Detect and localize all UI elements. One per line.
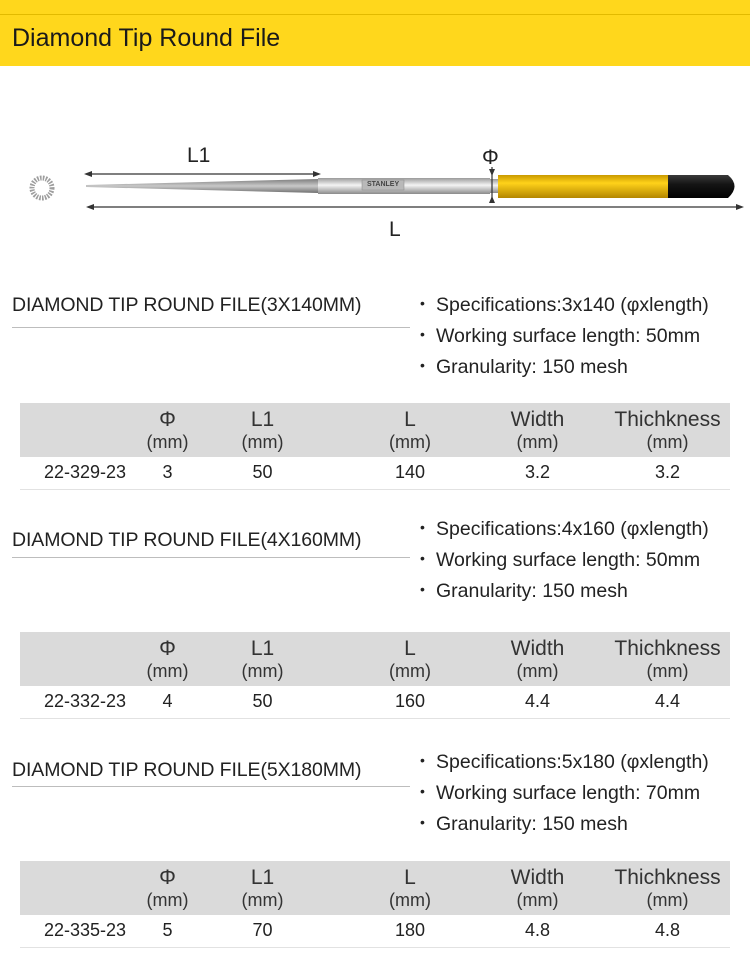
table-header: Φ (mm) L1 (mm) L (mm) Width (mm) Thichkness (mm): [20, 632, 730, 686]
cell-l: 160: [394, 691, 426, 711]
title-banner: [0, 0, 750, 66]
cell-width: 3.2: [524, 462, 551, 482]
section-divider: [12, 327, 410, 328]
spec-item: • Working surface length: 70mm: [420, 782, 701, 804]
l1-label: L1: [187, 144, 211, 167]
file-handle: [498, 175, 668, 198]
file-illustration: [0, 66, 750, 260]
cell-width: 4.4: [524, 691, 551, 711]
table-row: [20, 915, 730, 948]
phi-label: Φ: [482, 146, 499, 169]
cell-phi: 5: [162, 920, 173, 940]
cell-thickness: 3.2: [654, 462, 681, 482]
spec-item: • Specifications:3x140 (φxlength): [420, 294, 709, 316]
product-diagram: [0, 66, 750, 260]
table-row: [20, 457, 730, 490]
spec-item: • Working surface length: 50mm: [420, 325, 701, 347]
table-header: Φ (mm) L1 (mm) L (mm) Width (mm) Thichkness (mm): [20, 861, 730, 915]
spec-item: • Granularity: 150 mesh: [420, 813, 628, 835]
diamond-tip: [86, 179, 318, 193]
page-title: Diamond Tip Round File: [12, 24, 281, 52]
table-header: Φ (mm) L1 (mm) L (mm) Width (mm) Thichkness (mm): [20, 403, 730, 457]
cell-l1: 50: [252, 462, 273, 482]
handle-cap: [668, 175, 735, 198]
cell-thickness: 4.8: [654, 920, 681, 940]
cell-phi: 3: [162, 462, 173, 482]
cell-phi: 4: [162, 691, 173, 711]
cell-code: 22-335-23: [43, 920, 127, 940]
brand-marking: STANLEY: [367, 181, 400, 188]
cell-l1: 50: [252, 691, 273, 711]
section-divider: [12, 557, 410, 558]
cell-code: 22-329-23: [43, 462, 127, 482]
spec-item: • Specifications:4x160 (φxlength): [420, 518, 709, 540]
spec-item: • Granularity: 150 mesh: [420, 580, 628, 602]
cell-thickness: 4.4: [654, 691, 681, 711]
product-title: DIAMOND TIP ROUND FILE(4X160MM): [12, 529, 362, 551]
cell-width: 4.8: [524, 920, 551, 940]
product-title: DIAMOND TIP ROUND FILE(5X180MM): [12, 759, 362, 781]
spec-item: • Specifications:5x180 (φxlength): [420, 751, 709, 773]
cell-code: 22-332-23: [43, 691, 127, 711]
l-label: L: [389, 218, 401, 241]
banner-divider: [0, 14, 750, 15]
spec-item: • Working surface length: 50mm: [420, 549, 701, 571]
section-divider: [12, 786, 410, 787]
spec-item: • Granularity: 150 mesh: [420, 356, 628, 378]
table-row: [20, 686, 730, 719]
product-title: DIAMOND TIP ROUND FILE(3X140MM): [12, 294, 362, 316]
cell-l: 140: [394, 462, 426, 482]
cell-l: 180: [394, 920, 426, 940]
cell-l1: 70: [252, 920, 273, 940]
cross-section-icon: [32, 178, 52, 198]
